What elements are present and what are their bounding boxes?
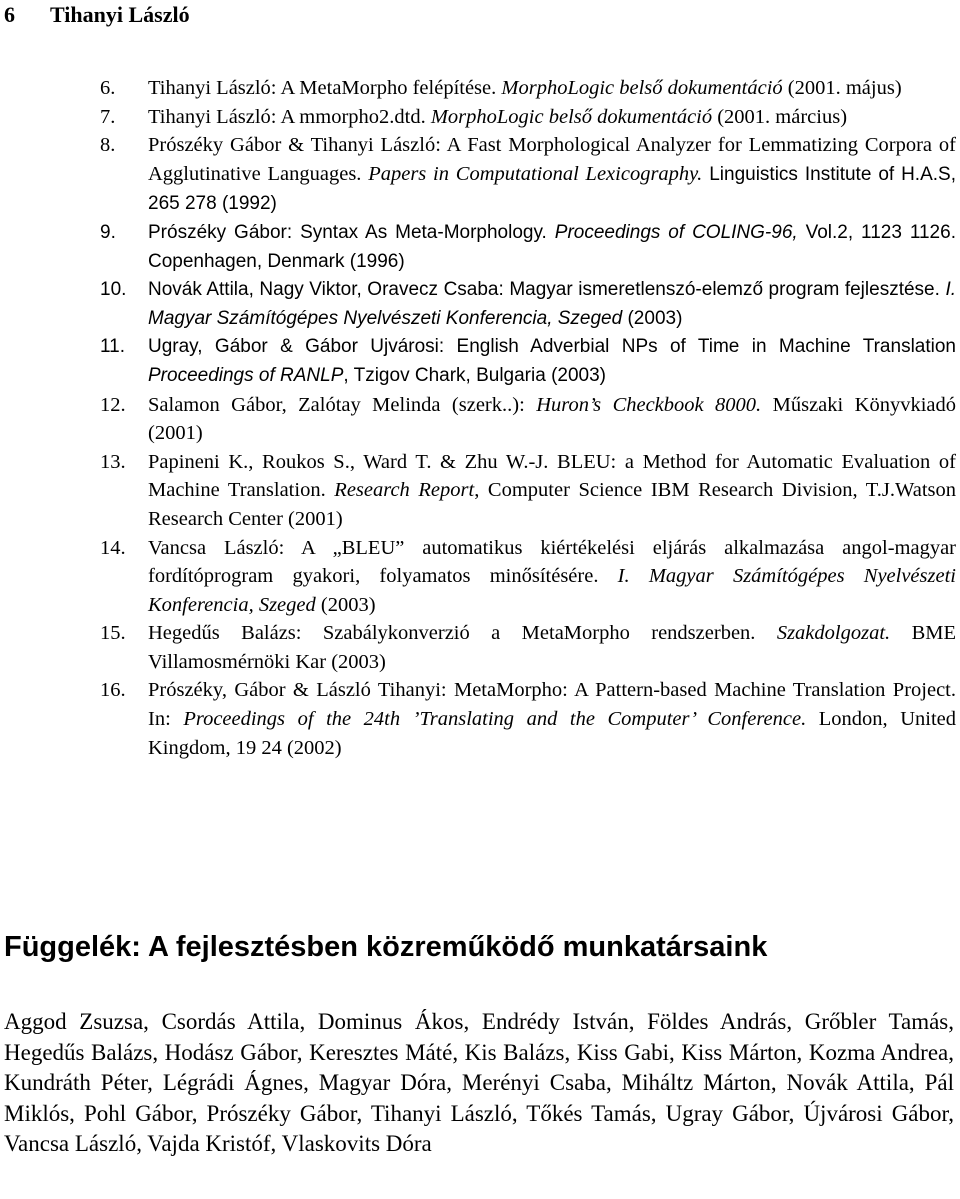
reference-number: 8. [100, 134, 116, 157]
reference-text: Ugray, Gábor & Gábor Ujvárosi: English Adverbial NPs of Time in Machine Translation [148, 336, 956, 358]
reference-italic-text: I. Magyar Számítógépes Nyelvészeti Konferencia, Szeged [148, 279, 956, 329]
reference-text: BME Villamosmérnöki Kar (2003) [148, 622, 956, 673]
reference-item [100, 276, 956, 333]
reference-number: 13. [100, 450, 126, 473]
reference-number: 16. [100, 679, 126, 702]
reference-item [100, 619, 956, 676]
reference-text: London, United Kingdom, 19 24 (2002) [148, 708, 956, 759]
reference-text: Salamon Gábor, Zalótay Melinda (szerk..): [148, 393, 537, 416]
reference-italic-text: Huron’s Checkbook 8000. [536, 393, 762, 416]
reference-italic-text: I. Magyar Számítógépes Nyelvészeti Konferencia, Szeged [148, 565, 956, 616]
appendix-heading: Függelék: A fejlesztésben közreműködő munkatársaink [4, 931, 768, 963]
reference-italic-text: MorphoLogic belső dokumentáció [430, 105, 713, 128]
reference-text: Novák Attila, Nagy Viktor, Oravecz Csaba: Magyar ismeretlenszó-elemző program fejlesztése. [148, 279, 946, 301]
reference-text: Prószéky Gábor: Syntax As Meta-Morphology. [148, 221, 555, 243]
reference-text: Vancsa László: A „BLEU” automatikus kiértékelési eljárás alkalmazása angol-magyar fordítóprogram gyakori, folyamatos minősítésére. [148, 536, 956, 588]
reference-number: 9. [100, 221, 116, 243]
reference-item [100, 448, 956, 534]
reference-number: 10. [100, 279, 127, 301]
reference-item [100, 534, 956, 620]
page-number: 6 [4, 2, 15, 27]
reference-text: Hegedűs Balázs: Szabálykonverzió a MetaMorpho rendszerben. [148, 622, 777, 645]
reference-number: 14. [100, 536, 126, 559]
reference-number: 6. [100, 77, 116, 99]
reference-italic-text: Proceedings of RANLP [148, 364, 344, 386]
reference-italic-text: Szakdolgozat. [776, 622, 891, 645]
reference-text: Tihanyi László: A mmorpho2.dtd. [148, 105, 431, 128]
reference-text: Tihanyi László: A MetaMorpho felépítése. [148, 77, 502, 99]
reference-text: Prószéky Gábor & Tihanyi László: A Fast Morphological Analyzer for Lemmatizing Corpora of Agglutinative Languages. [148, 134, 956, 185]
reference-number: 7. [100, 105, 116, 128]
reference-italic-text: Proceedings of COLING-96, [554, 221, 798, 243]
reference-item [100, 391, 956, 448]
reference-text: (2003) [622, 307, 683, 329]
reference-item [100, 131, 956, 219]
running-head [4, 2, 190, 28]
reference-item [100, 219, 956, 276]
reference-text: , Tzigov Chark, Bulgaria (2003) [343, 364, 606, 386]
reference-italic-text: Research Report [334, 479, 475, 502]
running-head-author: Tihanyi László [50, 2, 190, 27]
reference-item [100, 103, 956, 132]
reference-text: (2003) [315, 593, 376, 616]
reference-text: Papineni K., Roukos S., Ward T. & Zhu W.-J. BLEU: a Method for Automatic Evaluation of Machine Translation. [148, 450, 956, 502]
reference-text: Vol.2, 1123 1126. Copenhagen, Denmark (1996) [148, 221, 956, 272]
reference-text: Műszaki Könyvkiadó (2001) [148, 393, 956, 445]
reference-number: 11. [100, 336, 126, 358]
reference-item [100, 74, 956, 103]
reference-text: (2001. május) [782, 77, 902, 99]
contributors-list: Aggod Zsuzsa, Csordás Attila, Dominus Ákos, Endrédy István, Földes András, Grőbler Tamás, Hegedűs Balázs, Hodász Gábor, Keresztes Máté, Kis Balázs, Kiss Gabi, Kiss Márton, Kozma Andrea, Kundráth Péter, Légrádi Ágnes, Magyar Dóra, Merényi Csaba, Miháltz Márton, Novák Attila, Pál Miklós, Pohl Gábor, Prószéky Gábor, Tihanyi László, Tőkés Tamás, Ugray Gábor, Újvárosi Gábor, Vancsa László, Vajda Kristóf, Vlaskovits Dóra [4, 1009, 954, 1157]
reference-number: 15. [100, 622, 126, 645]
reference-list [100, 74, 956, 762]
reference-text: , Computer Science IBM Research Division, T.J.Watson Research Center (2001) [148, 479, 957, 530]
reference-italic-text: Proceedings of the 24th ’Translating and the Computer’ Conference. [183, 708, 807, 731]
reference-text: Linguistics Institute of H.A.S, 265 278 (1992) [148, 163, 956, 215]
reference-italic-text: Papers in Computational Lexicography. [368, 162, 703, 185]
reference-number: 12. [100, 393, 126, 416]
reference-item [100, 333, 956, 390]
reference-item [100, 676, 956, 762]
reference-text: Prószéky, Gábor & László Tihanyi: MetaMorpho: A Pattern-based Machine Translation Project. In: [148, 679, 956, 731]
reference-italic-text: MorphoLogic belső dokumentáció [501, 77, 783, 99]
reference-text: (2001. március) [712, 105, 848, 128]
